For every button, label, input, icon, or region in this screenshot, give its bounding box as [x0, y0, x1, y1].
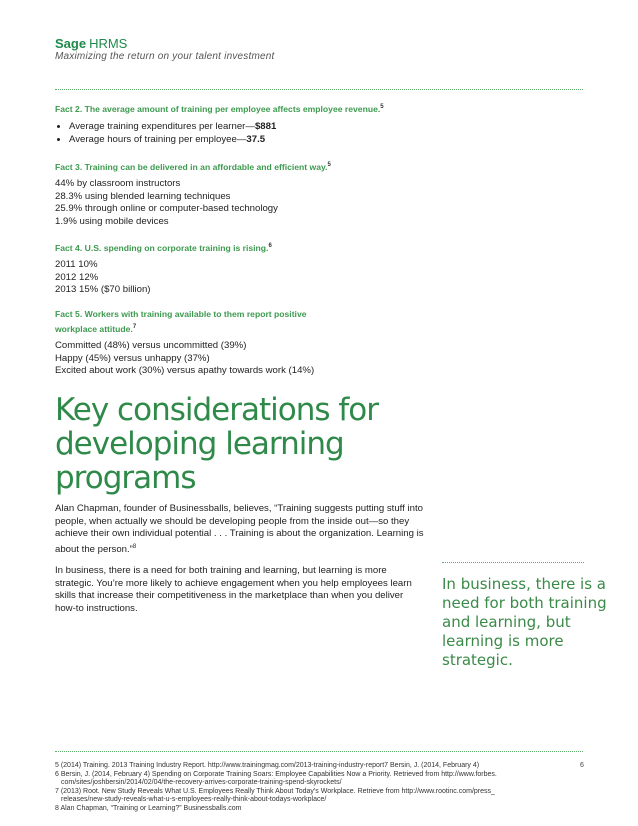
paragraph-strategy: In business, there is a need for both training and learning, but learning is more strategic. You’re more likely to achieve engagement when you help employees learn skills that increase their competitiveness in the marketplace than when you deliver how-to instructions.	[55, 565, 412, 614]
fact-3-list	[55, 178, 535, 228]
brand-sage: Sage	[55, 36, 87, 51]
list-item: 44% by classroom instructors	[55, 178, 181, 189]
brand-logo	[55, 36, 127, 51]
footnote: 7 (2013) Root. New Study Reveals What U.S. Employees Really Think About Today’s Workplace. Retrieve from http://www.rootinc.com/press_	[55, 787, 495, 795]
brand-hrms: HRMS	[89, 36, 128, 51]
fact-4-heading: Fact 4. U.S. spending on corporate training is rising.$^6$	[55, 242, 272, 253]
list-item: Excited about work (30%) versus apathy towards work (14%)	[55, 365, 315, 376]
fact-2-heading: Fact 2. The average amount of training per employee affects employee revenue.$^5$	[55, 103, 384, 114]
list-item: Committed (48%) versus uncommitted (39%)	[55, 340, 247, 351]
list-item: 1.9% using mobile devices	[55, 215, 169, 227]
page-number: 6	[580, 762, 584, 769]
list-item: 28.3% using blended learning techniques	[55, 190, 231, 202]
tagline: Maximizing the return on your talent investment	[55, 51, 275, 62]
fact-3-heading: Fact 3. Training can be delivered in an affordable and efficient way.$^5$	[55, 161, 331, 172]
footnote: releases/new-study-reveals-what-u-s-employees-really-think-about-todays-workplace/	[61, 796, 327, 803]
list-item: 2011 10%	[55, 259, 98, 270]
list-item: • Average training expenditures per learner—$881	[69, 121, 535, 134]
pull-quote: In business, there is a need for both training and learning, but learning is more strategic.	[442, 575, 607, 669]
pull-quote-divider	[442, 562, 584, 563]
footnotes	[55, 762, 575, 813]
fact-4-list	[55, 259, 535, 297]
bottom-divider	[55, 751, 583, 752]
paragraph-quote: Alan Chapman, founder of Businessballs, believes, “Training suggests putting stuff into people, when actually we should be developing people from the inside out—so they achieve their own individual potential . . . Training is about the organization. Learning is about the person.”$^8$	[55, 503, 424, 555]
section-title: Key considerations for developing learning programs	[55, 392, 378, 496]
top-divider	[55, 89, 583, 90]
list-item: 25.9% through online or computer-based technology	[55, 203, 278, 214]
list-item: • Average hours of training per employee—37.5	[69, 134, 535, 147]
footnote: com/sites/joshbersin/2014/02/04/the-recovery-arrives-corporate-training-spend-skyrockets/	[61, 779, 342, 786]
list-item: Happy (45%) versus unhappy (37%)	[55, 352, 210, 364]
list-item: 2013 15% ($70 billion)	[55, 284, 151, 295]
footnote: 6 Bersin, J. (2014, February 4) Spending on Corporate Training Soars: Employee Capabilities Now a Priority. Retrieved from http://www.forbes.	[55, 770, 497, 778]
list-item: 2012 12%	[55, 271, 99, 283]
footnote: 5 (2014) Training. 2013 Training Industry Report. http://www.trainingmag.com/2013-training-industry-report7 Bersin, J. (2014, February 4)	[55, 762, 480, 769]
fact-2-list	[55, 121, 535, 146]
footnote: 8 Alan Chapman, “Training or Learning?” Businessballs.com	[55, 804, 242, 812]
fact-5-list	[55, 340, 535, 378]
fact-5-heading: Fact 5. Workers with training available to them report positive workplace attitude.$^7$	[55, 309, 307, 334]
